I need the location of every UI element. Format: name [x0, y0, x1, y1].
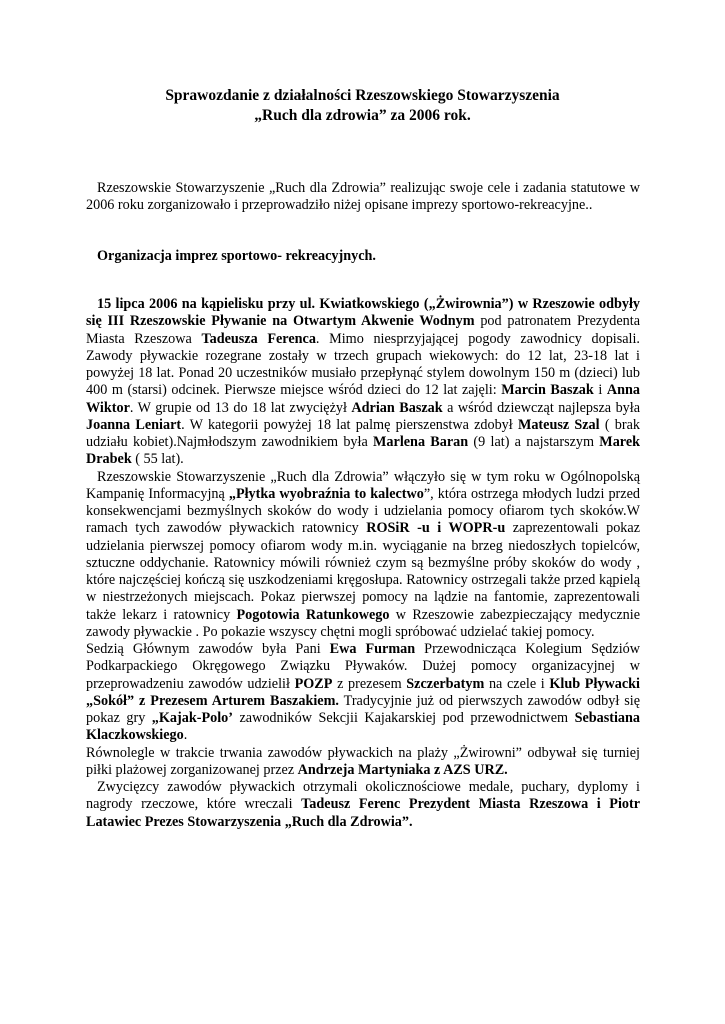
title-line-1: Sprawozdanie z działalności Rzeszowskiego Stowarzyszenia: [165, 87, 560, 104]
paragraph-beach-ball: Równolegle w trakcie trwania zawodów pływackich na plaży „Żwirowni” odbywał się turniej piłki plażowej zorganizowanej przez Andrzeja Martyniaka z AZS URZ.: [86, 744, 640, 778]
paragraph-campaign: Rzeszowskie Stowarzyszenie „Ruch dla Zdrowia” włączyło się w tym roku w Ogólnopolską Kampanię Informacyjną „Płytka wyobraźnia to kalectwo”, która ostrzega młodych ludzi przed konsekwencjami bezmyślnych skoków do wody i udzielania pomocy ofiarom tych skoków.W ramach tych zawodów pływackich ratownicy ROSiR -u i WOPR-u zaprezentowali pokaz udzielania pierwszej pomocy ofiarom wody m.in. wyciąganie na brzeg niedoszłych topielców, sztuczne oddychanie. Ratownicy mówili również czym są bezmyślne próby skoków do wody , które najczęściej kończą się uszkodzeniami kręgosłupa. Ratownicy ostrzegali także przed kąpielą w niestrzeżonych miejscach. Pokaz pierwszej pomocy na lądzie na fantomie, zaprezentowali także lekarz i ratownicy Pogotowia Ratunkowego w Rzeszowie zabezpieczający medycznie zawody pływackie . Po pokazie wszyscy chętni mogli spróbować udzielać takiej pomocy.: [86, 468, 640, 640]
document-title: [0, 86, 725, 126]
paragraph-awards: Zwycięzcy zawodów pływackich otrzymali okolicznościowe medale, puchary, dyplomy i nagrody rzeczowe, które wreczali Tadeusz Ferenc Prezydent Miasta Rzeszowa i Piotr Latawiec Prezes Stowarzyszenia „Ruch dla Zdrowia”.: [86, 779, 640, 830]
paragraph-judges: Sedzią Głównym zawodów była Pani Ewa Furman Przewodnicząca Kolegium Sędziów Podkarpackiego Okręgowego Związku Pływaków. Dużej pomocy organizacyjnej w przeprowadzeniu zawodów udzielił POZP z prezesem Szczerbatym na czele i Klub Pływacki „Sokół” z Prezesem Arturem Baszakiem. Tradycyjnie już od pierwszych zawodów odbył się pokaz gry „Kajak-Polo’ zawodników Sekcjii Kajakarskiej pod przewodnictwem Sebastiana Klaczkowskiego.: [86, 641, 640, 744]
title-line-2: „Ruch dla zdrowia” za 2006 rok.: [254, 107, 471, 124]
section-heading: Organizacja imprez sportowo- rekreacyjnych.: [97, 248, 376, 264]
report-body: [86, 296, 640, 831]
paragraph-swimming-event: 15 lipca 2006 na kąpielisku przy ul. Kwiatkowskiego („Żwirownia”) w Rzeszowie odbyły się III Rzeszowskie Pływanie na Otwartym Akwenie Wodnym pod patronatem Prezydenta Miasta Rzeszowa Tadeusza Ferenca. Mimo niesprzyjającej pogody zawodnicy dopisali. Zawody pływackie rozegrane zostały w trzech grupach wiekowych: do 12 lat, 23-18 lat i powyżej 18 lat. Ponad 20 uczestników musiało przepłynąć stylem dowolnym 150 m (dzieci) lub 400 m (starsi) odcinek. Pierwsze miejsce wśród dzieci do 12 lat zajęli: Marcin Baszak i Anna Wiktor. W grupie od 13 do 18 lat zwyciężył Adrian Baszak a wśród dziewcząt najlepsza była Joanna Leniart. W kategorii powyżej 18 lat palmę pierszenstwa zdobył Mateusz Szal ( brak udziału kobiet).Najmłodszym zawodnikiem była Marlena Baran (9 lat) a najstarszym Marek Drabek ( 55 lat).: [86, 296, 641, 468]
intro-paragraph: Rzeszowskie Stowarzyszenie „Ruch dla Zdrowia” realizując swoje cele i zadania statutowe w 2006 roku zorganizowało i przeprowadziło niżej opisane imprezy sportowo-rekreacyjne..: [86, 180, 640, 214]
